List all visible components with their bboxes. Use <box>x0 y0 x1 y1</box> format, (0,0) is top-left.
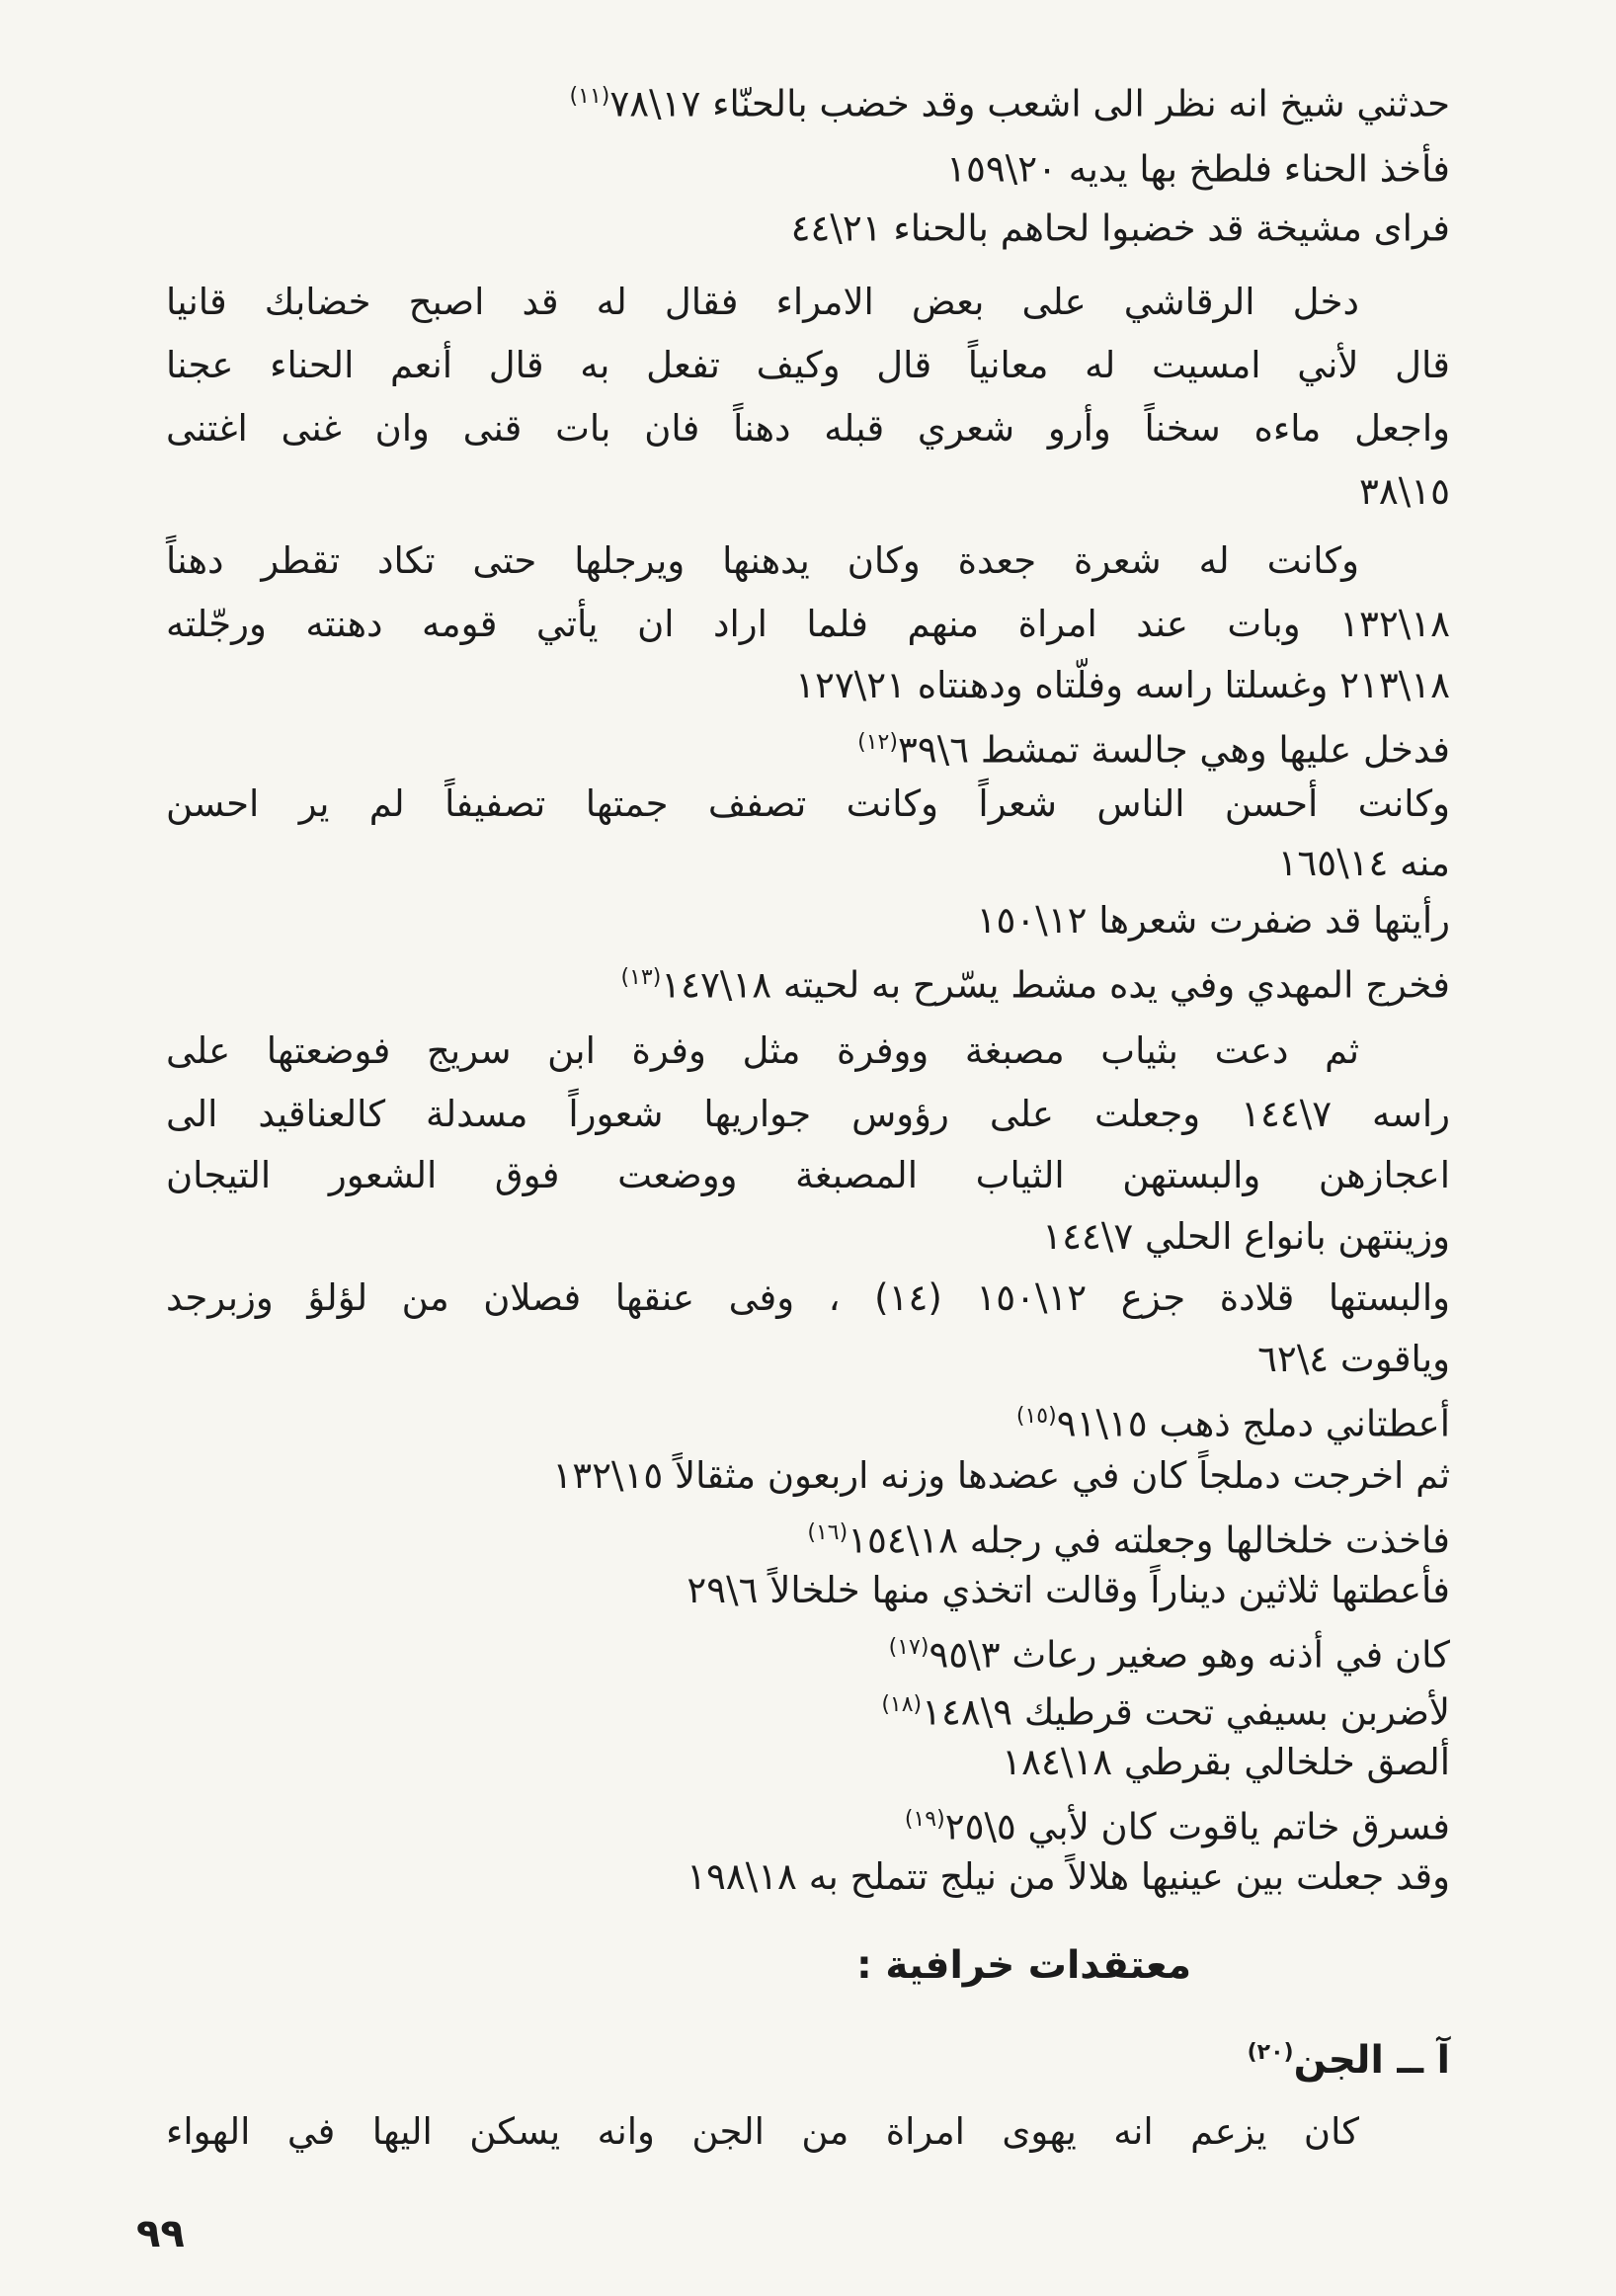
text-line: ألصق خلخالي بقرطي ١٨\١٨٤ <box>1002 1741 1450 1783</box>
text-line: فأعطتها ثلاثين ديناراً وقالت اتخذي منها خلخالاً ٦\٢٩ <box>687 1569 1450 1611</box>
text-line: رأيتها قد ضفرت شعرها ١٢\١٥٠ <box>976 899 1450 942</box>
text-line: ١٨\٢١٣ وغسلتا راسه وفلّتاه ودهنتاه ٢١\١٢٧ <box>795 664 1450 706</box>
footnote-ref: (١٣) <box>620 965 662 990</box>
text-line: وياقوت ٤\٦٢ <box>1257 1338 1450 1380</box>
text-line: أعطتاني دملج ذهب ١٥\٩١$^{(١٥)}$ <box>1015 1402 1450 1445</box>
text-line: وقد جعلت بين عينيها هلالاً من نيلج تتملح به ١٨\١٩٨ <box>687 1855 1450 1898</box>
text-line: وكانت أحسن الناس شعراً وكانت تصفف جمتها تصفيفاً لم ير احسن <box>166 782 1450 825</box>
text-line: ١٥\٣٨ <box>1359 470 1450 513</box>
text-line: ثم اخرجت دملجاً كان في عضدها وزنه اربعون مثقالاً ١٥\١٣٢ <box>552 1454 1450 1497</box>
text-line: كان يزعم انه يهوى امراة من الجن وانه يسكن اليها في الهواء <box>166 2110 1359 2153</box>
footnote-ref: (١٧) <box>888 1635 929 1660</box>
footnote-ref: (١٥) <box>1015 1404 1057 1429</box>
text-line: كان في أذنه وهو صغير رعاث ٣\٩٥$^{(١٧)}$ <box>888 1633 1450 1677</box>
text-line: لأضربن بسيفي تحت قرطيك ٩\١٤٨$^{(١٨)}$ <box>881 1690 1450 1734</box>
text-line: اعجازهن والبستهن الثياب المصبغة ووضعت فوق الشعور التيجان <box>166 1154 1450 1196</box>
text-line: والبستها قلادة جزع ١٢\١٥٠ (١٤) ، وفى عنقها فصلان من لؤلؤ وزبرجد <box>166 1276 1450 1319</box>
text-line: فخرج المهدي وفي يده مشط يسّرح به لحيته ١٨\١٤٧$^{(١٣)}$ <box>620 963 1450 1007</box>
footnote-ref: (١٢) <box>857 730 898 755</box>
text-line: واجعل ماءه سخناً وأرو شعري قبله دهناً فان بات قنى وان غنى اغتنى <box>166 407 1450 450</box>
subsection-heading: آ ــ الجن$^{(٢٠)}$ <box>1247 2038 1450 2083</box>
footnote-ref: (١٨) <box>881 1692 923 1717</box>
page-number: ٩٩ <box>136 2211 185 2256</box>
text-line: راسه ٧\١٤٤ وجعلت على رؤوس جواريها شعوراً مسدلة كالعناقيد الى <box>166 1093 1451 1135</box>
text-line: ١٨\١٣٢ وبات عند امراة منهم فلما اراد ان يأتي قومه دهنته ورجّلته <box>166 603 1450 645</box>
text-line: فأخذ الحناء فلطخ بها يديه ٢٠\١٥٩ <box>946 147 1450 191</box>
text-line: وكانت له شعرة جعدة وكان يدهنها ويرجلها حتى تكاد تقطر دهناً <box>166 539 1359 582</box>
footnote-ref: (١٩) <box>904 1807 945 1832</box>
text-line: وزينتهن بانواع الحلي ٧\١٤٤ <box>1042 1215 1450 1258</box>
text-line: قال لأني امسيت له معانياً قال وكيف تفعل به قال أنعم الحناء عجنا <box>166 344 1450 386</box>
text-line: ثم دعت بثياب مصبغة ووفرة مثل وفرة ابن سريج فوضعتها على <box>166 1029 1359 1072</box>
text-line: دخل الرقاشي على بعض الامراء فقال له قد اصبح خضابك قانيا <box>166 281 1359 323</box>
footnote-ref: (٢٠) <box>1247 2040 1294 2065</box>
text-line: فاخذت خلخالها وجعلته في رجله ١٨\١٥٤$^{(١٦)}$ <box>807 1518 1450 1562</box>
text-line: حدثني شيخ انه نظر الى اشعب وقد خضب بالحنّاء ١٧\٧٨$^{(١١)}$ <box>569 82 1450 125</box>
text-line: فراى مشيخة قد خضبوا لحاهم بالحناء ٢١\٤٤ <box>790 206 1450 250</box>
footnote-ref: (١١) <box>569 84 610 109</box>
footnote-ref: (١٦) <box>807 1520 848 1545</box>
text-line: فسرق خاتم ياقوت كان لأبي ٥\٢٥$^{(١٩)}$ <box>904 1805 1450 1848</box>
section-heading: معتقدات خرافية : <box>856 1943 1191 1988</box>
text-line: فدخل عليها وهي جالسة تمشط ٦\٣٩$^{(١٢)}$ <box>857 728 1450 772</box>
text-line: منه ١٤\١٦٥ <box>1277 842 1450 884</box>
